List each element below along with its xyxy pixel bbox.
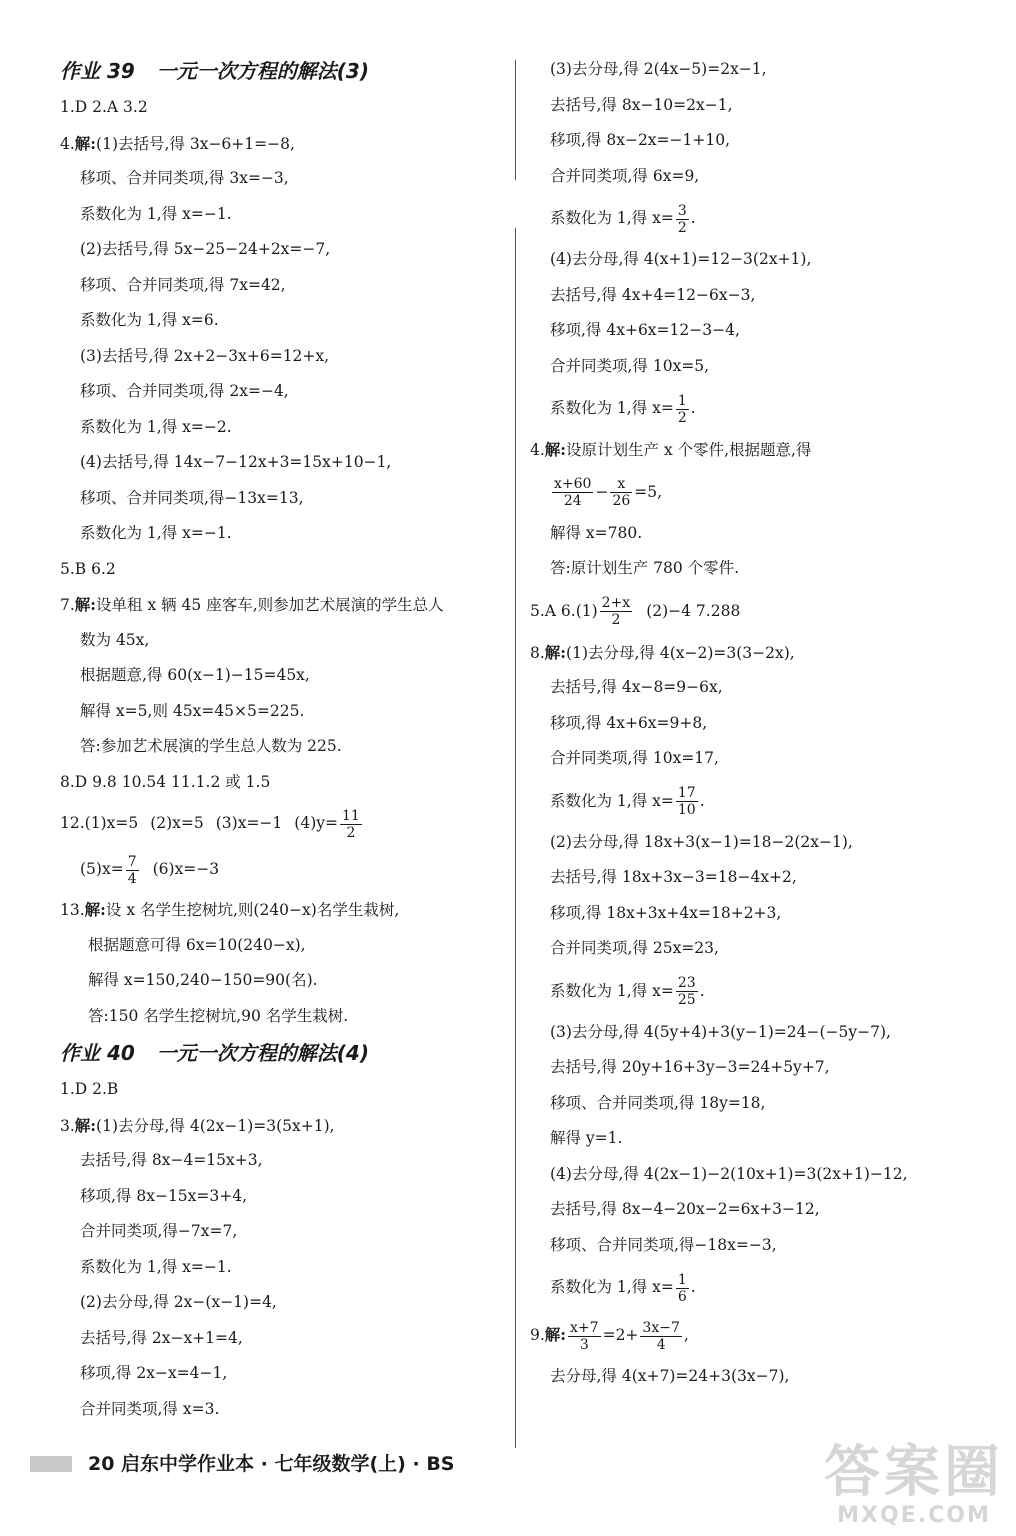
answer-line: 去括号,得 8x−10=2x−1,: [550, 95, 733, 114]
answer-line: 13.解:设 x 名学生挖树坑,则(240−x)名学生栽树,: [60, 900, 400, 919]
fraction: $\frac{x+60}{24}$: [554, 476, 592, 509]
answer-line: 去括号,得 4x−8=9−6x,: [550, 678, 723, 696]
answer-line: 系数化为 1,得 x=−1.: [80, 1257, 232, 1276]
answer-line: 5.A 6.(1) $\frac{2+x}{2}$ (2)−4 7.288: [530, 595, 741, 628]
fraction: $\frac{23}{25}$: [677, 975, 696, 1008]
answer-line: 根据题意可得 6x=10(240−x),: [88, 935, 306, 954]
answer-line: 答:原计划生产 780 个零件.: [550, 559, 740, 577]
answer-line: 系数化为 1,得 x=−1.: [80, 204, 232, 223]
watermark-url: MXQE.COM: [837, 1503, 991, 1528]
answer-line: (2)去分母,得 2x−(x−1)=4,: [80, 1293, 277, 1311]
answer-line: 去括号,得 2x−x+1=4,: [80, 1328, 243, 1347]
answer-line: 5.B 6.2: [60, 559, 116, 578]
answer-line: 系数化为 1,得 x= $\frac{1}{2}$ .: [550, 392, 696, 426]
answer-line: (3)去分母,得 4(5y+4)+3(y−1)=24−(−5y−7),: [550, 1022, 891, 1041]
answer-line: (3)去括号,得 2x+2−3x+6=12+x,: [80, 346, 330, 365]
answer-line: 合并同类项,得 x=3.: [80, 1399, 220, 1418]
answer-line: 系数化为 1,得 x=6.: [80, 311, 219, 329]
answer-line: $\frac{x+60}{24}$ − $\frac{x}{26}$ =5,: [554, 476, 663, 509]
answer-line: 系数化为 1,得 x= $\frac{23}{25}$ .: [550, 975, 705, 1008]
answer-line: 系数化为 1,得 x= $\frac{17}{10}$ .: [550, 785, 705, 818]
fraction: $\frac{11}{2}$: [342, 807, 360, 841]
answer-line: 移项,得 8x−2x=−1+10,: [550, 131, 731, 149]
column-divider: [515, 228, 516, 1448]
section-title-40: 作业 40 一元一次方程的解法(4): [60, 1041, 369, 1065]
fraction: $\frac{2+x}{2}$: [601, 595, 631, 628]
watermark-seal: 答案圈: [824, 1440, 1004, 1505]
column-divider: [515, 60, 516, 180]
answer-line: 4.解:设原计划生产 x 个零件,根据题意,得: [530, 440, 812, 459]
answer-line: 移项、合并同类项,得 18y=18,: [550, 1093, 766, 1112]
answer-line: 去括号,得 4x+4=12−6x−3,: [550, 285, 756, 304]
answer-line: 8.D 9.8 10.54 11.1.2 或 1.5: [60, 772, 271, 791]
answer-line: 4.解:(1)去括号,得 3x−6+1=−8,: [60, 133, 295, 153]
answer-line: 移项,得 2x−x=4−1,: [80, 1364, 228, 1382]
answer-line: 移项,得 8x−15x=3+4,: [80, 1186, 248, 1205]
fraction: $\frac{1}{6}$: [677, 1271, 687, 1305]
answer-line: 移项,得 4x+6x=12−3−4,: [550, 321, 740, 339]
fraction: $\frac{x}{26}$: [612, 476, 631, 509]
answer-line: (3)去分母,得 2(4x−5)=2x−1,: [550, 60, 767, 78]
answer-line: 答:参加艺术展演的学生总人数为 225.: [80, 737, 342, 755]
answer-line: 移项、合并同类项,得 2x=−4,: [80, 382, 289, 400]
answer-line: 去括号,得 8x−4−20x−2=6x+3−12,: [550, 1200, 820, 1218]
footer-bar: [30, 1456, 72, 1472]
fraction: $\frac{17}{10}$: [677, 785, 696, 818]
answer-line: 数为 45x,: [80, 630, 150, 649]
fraction: $\frac{1}{2}$: [677, 392, 687, 426]
footer-text: 20 启东中学作业本 · 七年级数学(上) · BS: [88, 1453, 455, 1475]
answer-line: 系数化为 1,得 x=−2.: [80, 417, 232, 436]
answer-line: 8.解:(1)去分母,得 4(x−2)=3(3−2x),: [530, 642, 795, 662]
answer-line: 去分母,得 4(x+7)=24+3(3x−7),: [550, 1367, 790, 1385]
answer-line: (5)x= $\frac{7}{4}$ (6)x=−3: [80, 853, 220, 887]
fraction: $\frac{7}{4}$: [127, 853, 137, 887]
answer-line: 系数化为 1,得 x= $\frac{1}{6}$ .: [550, 1271, 696, 1305]
answer-line: 移项、合并同类项,得−13x=13,: [80, 488, 304, 507]
answer-line: 去括号,得 18x+3x−3=18−4x+2,: [550, 868, 797, 886]
answer-line: (4)去括号,得 14x−7−12x+3=15x+10−1,: [80, 453, 392, 471]
answer-line: 12.(1)x=5 (2)x=5 (3)x=−1 (4)y= $\frac{11}{2}$: [60, 807, 360, 841]
answer-line: 系数化为 1,得 x=−1.: [80, 524, 232, 542]
fraction: $\frac{3x-7}{4}$: [642, 1319, 680, 1353]
answer-line: 合并同类项,得 25x=23,: [550, 939, 719, 957]
answer-line: 根据题意,得 60(x−1)−15=45x,: [80, 666, 310, 684]
page-footer: [30, 1448, 730, 1480]
fraction: $\frac{x+7}{3}$: [570, 1319, 599, 1353]
answer-line: (4)去分母,得 4(2x−1)−2(10x+1)=3(2x+1)−12,: [550, 1164, 908, 1183]
answer-line: 去括号,得 8x−4=15x+3,: [80, 1151, 263, 1169]
answer-line: 系数化为 1,得 x= $\frac{3}{2}$ .: [550, 202, 696, 236]
right-column: [530, 52, 970, 1395]
answer-line: 3.解:(1)去分母,得 4(2x−1)=3(5x+1),: [60, 1115, 335, 1135]
answer-line: 9.解: $\frac{x+7}{3}$ =2+ $\frac{3x-7}{4}$ ,: [530, 1319, 689, 1353]
answer-line: (4)去分母,得 4(x+1)=12−3(2x+1),: [550, 250, 812, 268]
answer-line: 解得 x=5,则 45x=45×5=225.: [80, 701, 305, 720]
answer-line: 解得 x=150,240−150=90(名).: [88, 971, 318, 989]
fraction: $\frac{3}{2}$: [677, 202, 687, 236]
answer-line: 解得 x=780.: [550, 523, 643, 542]
answer-line: 合并同类项,得 10x=5,: [550, 356, 710, 375]
answer-line: 合并同类项,得 10x=17,: [550, 749, 719, 767]
answer-line: 移项、合并同类项,得−18x=−3,: [550, 1235, 777, 1254]
answer-line: 7.解:设单租 x 辆 45 座客车,则参加艺术展演的学生总人: [60, 595, 444, 614]
answer-line: 移项,得 18x+3x+4x=18+2+3,: [550, 903, 782, 922]
answer-line: 合并同类项,得 6x=9,: [550, 166, 700, 185]
answer-line: 1.D 2.A 3.2: [60, 98, 148, 116]
answer-line: 解得 y=1.: [550, 1129, 623, 1147]
section-title-39: 作业 39 一元一次方程的解法(3): [60, 59, 369, 83]
left-column: [60, 52, 500, 1427]
answer-line: 移项、合并同类项,得 3x=−3,: [80, 169, 289, 187]
answer-line: 去括号,得 20y+16+3y−3=24+5y+7,: [550, 1058, 830, 1076]
watermark-logo: [824, 1440, 1004, 1528]
answer-line: 移项,得 4x+6x=9+8,: [550, 713, 708, 732]
answer-line: 移项、合并同类项,得 7x=42,: [80, 275, 286, 294]
answer-line: 1.D 2.B: [60, 1080, 119, 1098]
answer-line: (2)去分母,得 18x+3(x−1)=18−2(2x−1),: [550, 832, 853, 851]
answer-line: (2)去括号,得 5x−25−24+2x=−7,: [80, 240, 331, 258]
answer-line: 合并同类项,得−7x=7,: [80, 1222, 238, 1240]
answer-line: 答:150 名学生挖树坑,90 名学生栽树.: [88, 1006, 349, 1025]
